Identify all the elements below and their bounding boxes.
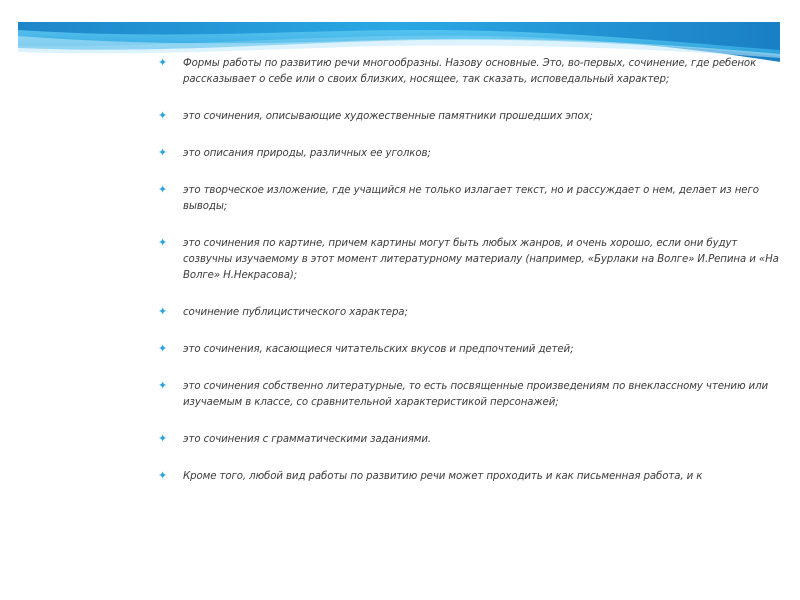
- list-item-text: это творческое изложение, где учащийся не только излагает текст, но и рассуждает о нем, делает из него выводы;: [183, 185, 759, 212]
- list-item: [158, 109, 783, 125]
- list-item-text: это сочинения с грамматическими заданиями.: [183, 434, 432, 445]
- list-item: [158, 469, 783, 485]
- list-item: [158, 183, 783, 215]
- bullet-icon: ✦: [158, 379, 168, 392]
- list-item-text: это описания природы, различных ее уголков;: [183, 148, 431, 159]
- list-item: [158, 146, 783, 162]
- list-item: [158, 236, 783, 284]
- bullet-icon: ✦: [158, 56, 168, 69]
- list-item: [158, 342, 783, 358]
- list-item-text: это сочинения собственно литературные, то есть посвященные произведениям по внеклассному чтению или изучаемым в классе, со сравнительной характеристикой персонажей;: [183, 381, 769, 408]
- bullet-icon: ✦: [158, 432, 168, 445]
- list-item-text: Формы работы по развитию речи многообразны. Назову основные. Это, во-первых, сочинение, где ребенок рассказывает о себе или о своих близких, носящее, так сказать, исповедальный характер;: [183, 58, 757, 85]
- bullet-icon: ✦: [158, 146, 168, 159]
- list-item: [158, 56, 783, 88]
- list-item: [158, 432, 783, 448]
- bullet-icon: ✦: [158, 342, 168, 355]
- list-item-text: Кроме того, любой вид работы по развитию речи может проходить и как письменная работа, и к: [183, 471, 703, 482]
- list-item: [158, 305, 783, 321]
- bullet-icon: ✦: [158, 109, 168, 122]
- bullet-icon: ✦: [158, 305, 168, 318]
- list-item-text: сочинение публицистического характера;: [183, 307, 408, 318]
- bullet-icon: ✦: [158, 236, 168, 249]
- bullet-list: [158, 56, 783, 506]
- bullet-icon: ✦: [158, 183, 168, 196]
- list-item-text: это сочинения, описывающие художественные памятники прошедших эпох;: [183, 111, 593, 122]
- bullet-icon: ✦: [158, 469, 168, 482]
- list-item-text: это сочинения, касающиеся читательских вкусов и предпочтений детей;: [183, 344, 574, 355]
- list-item: [158, 379, 783, 411]
- list-item-text: это сочинения по картине, причем картины могут быть любых жанров, и очень хорошо, если они будут созвучны изучаемому в этот момент литературному материалу (например, «Бурлаки на Волге» И.Репина и «На Волге» Н.Некрасова);: [183, 238, 779, 281]
